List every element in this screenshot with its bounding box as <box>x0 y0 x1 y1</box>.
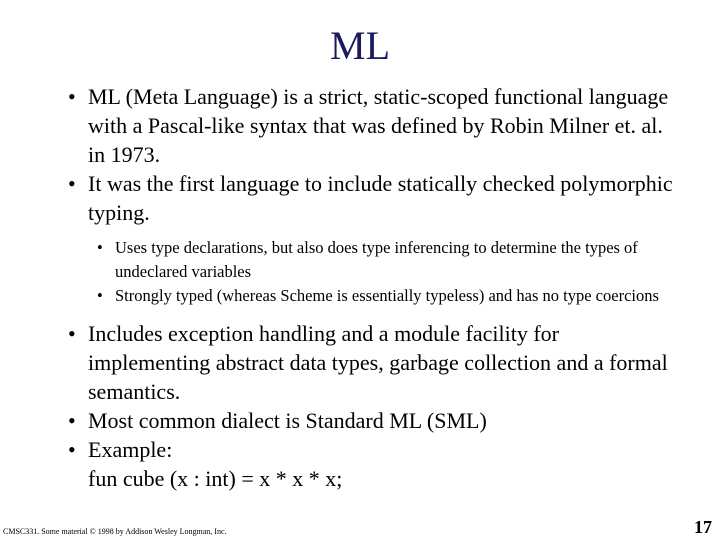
sub-bullet-list <box>60 236 680 308</box>
slide-body <box>60 82 680 493</box>
bullet-polymorphic-typing <box>60 169 680 227</box>
sub-bullet-type-inferencing <box>60 236 680 284</box>
page-number: 17 <box>694 517 712 537</box>
sub-bullet-strongly-typed <box>60 284 680 308</box>
example-label: Example: <box>88 437 173 462</box>
bullet-marker: • <box>68 408 76 433</box>
bullet-text: It was the first language to include statically checked polymorphic typing. <box>88 171 673 225</box>
bullet-exception-handling <box>60 319 680 406</box>
bullet-example <box>60 435 680 493</box>
slide-title: ML <box>330 23 390 68</box>
bullet-marker: • <box>68 84 76 109</box>
bullet-marker: • <box>68 171 76 196</box>
sub-bullet-text: Uses type declarations, but also does type inferencing to determine the types of undeclared variables <box>115 238 638 281</box>
example-code: fun cube (x : int) = x * x * x; <box>88 466 343 491</box>
slide-footer: CMSC331. Some material © 1998 by Addison Wesley Longman, Inc. <box>3 527 227 536</box>
bullet-ml-definition <box>60 82 680 169</box>
sub-bullet-marker: • <box>97 238 103 257</box>
bullet-text: Includes exception handling and a module facility for implementing abstract data types, garbage collection and a formal semantics. <box>88 321 668 404</box>
bullet-text: Most common dialect is Standard ML (SML) <box>88 408 487 433</box>
bullet-marker: • <box>68 437 76 462</box>
bullet-marker: • <box>68 321 76 346</box>
sub-bullet-text: Strongly typed (whereas Scheme is essentially typeless) and has no type coercions <box>115 286 659 305</box>
sub-bullet-marker: • <box>97 286 103 305</box>
bullet-text: ML (Meta Language) is a strict, static-scoped functional language with a Pascal-like syntax that was defined by Robin Milner et. al. in 1973. <box>88 84 669 167</box>
bullet-standard-ml <box>60 406 680 435</box>
